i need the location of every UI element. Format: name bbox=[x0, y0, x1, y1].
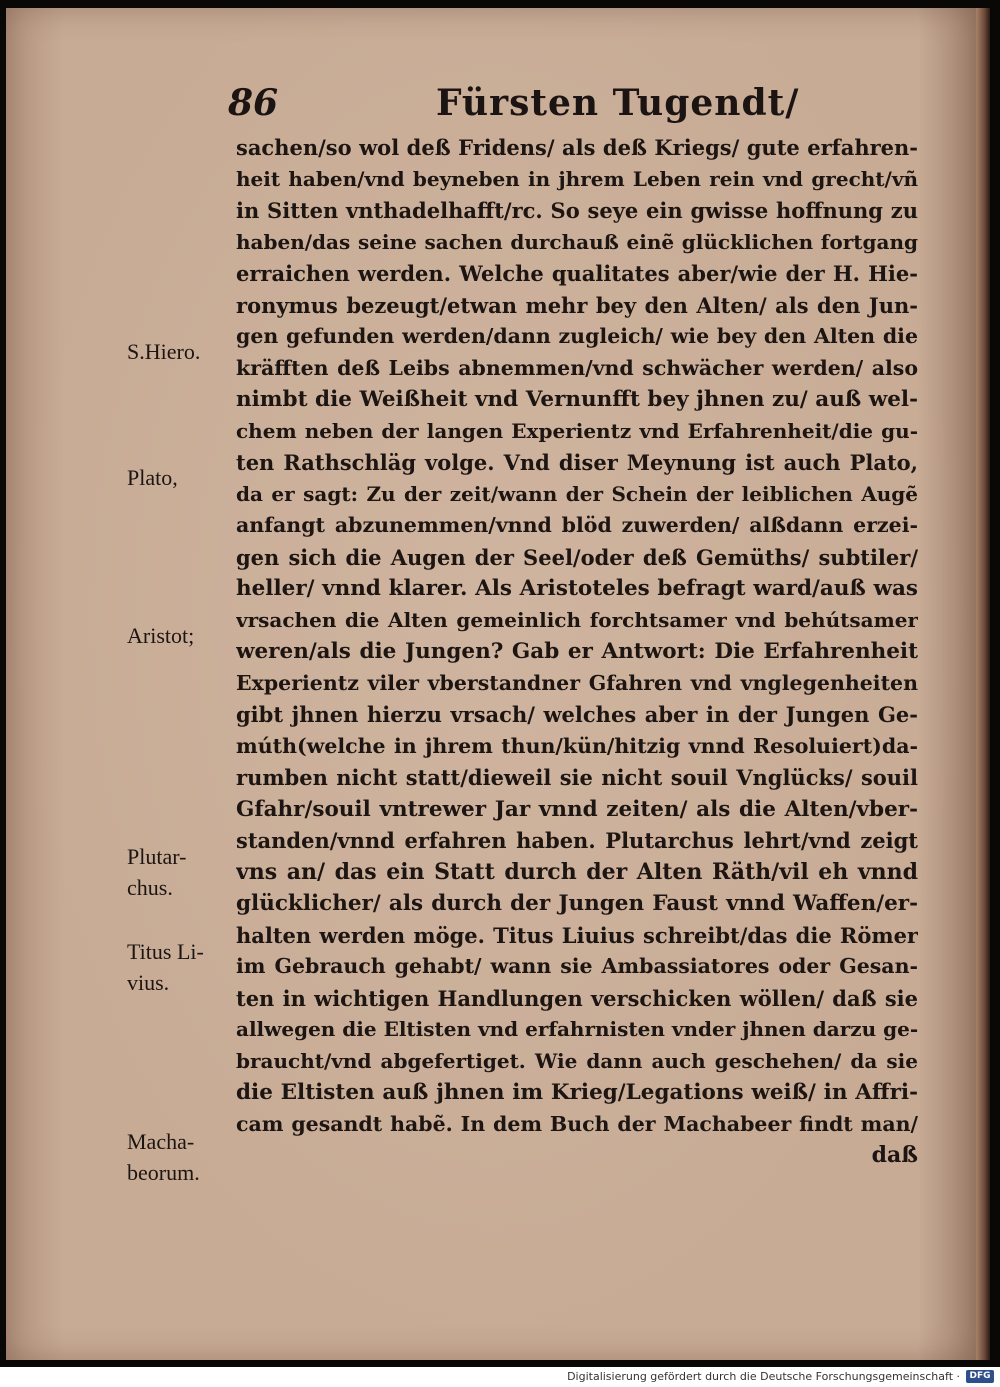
text-line: sachen/so wol deß Fridens/ als deß Kriegs/ gute erfahren- bbox=[236, 135, 918, 160]
dfg-logo[interactable]: DFG bbox=[966, 1370, 994, 1383]
text-line: braucht/vnd abgefertiget. Wie dann auch geschehen/ da sie bbox=[236, 1048, 918, 1073]
body-text bbox=[236, 132, 918, 1172]
margin-note: Plutar- chus. bbox=[127, 844, 187, 900]
text-line: in Sitten vnthadelhafft/rc. So seye ein gwisse hoffnung zu bbox=[236, 198, 918, 223]
text-line: allwegen die Eltisten vnd erfahrnisten vnder jhnen darzu ge- bbox=[236, 1017, 918, 1041]
text-line: gen sich die Augen der Seel/oder deß Gemüths/ subtiler/ bbox=[236, 544, 918, 570]
text-line: standen/vnnd erfahren haben. Plutarchus lehrt/vnd zeigt bbox=[236, 828, 918, 853]
page-number: 86 bbox=[228, 82, 279, 124]
text-line: daß bbox=[871, 1142, 918, 1168]
text-line: vns an/ das ein Statt durch der Alten Räth/vil eh vnnd bbox=[236, 858, 918, 885]
page-header bbox=[228, 82, 928, 130]
text-line: glücklicher/ als durch der Jungen Faust vnnd Waffen/er- bbox=[236, 891, 918, 916]
running-title: Fürsten Tugendt/ bbox=[436, 82, 800, 124]
footer-bar bbox=[0, 1367, 1000, 1387]
margin-note: Titus Li- vius. bbox=[127, 939, 204, 995]
text-line: nimbt die Weißheit vnd Vernunfft bey jhnen zu/ auß wel- bbox=[236, 387, 918, 412]
text-line: gen gefunden werden/dann zugleich/ wie bey den Alten die bbox=[236, 324, 918, 348]
margin-note: Macha- beorum. bbox=[127, 1129, 200, 1185]
text-line: gibt jhnen hierzu vrsach/ welches aber in der Jungen Ge- bbox=[236, 702, 918, 727]
page-edge bbox=[976, 8, 990, 1360]
text-line: anfangt abzunemmen/vnnd blöd zuwerden/ alßdann erzei- bbox=[236, 513, 918, 537]
margin-note: Aristot; bbox=[127, 623, 195, 648]
text-line: Experientz viler vberstandner Gfahren vnd vnglegenheiten bbox=[236, 670, 918, 695]
text-line: heller/ vnnd klarer. Als Aristoteles befragt ward/auß was bbox=[236, 576, 918, 601]
text-line: vrsachen die Alten gemeinlich forchtsamer vnd behútsamer bbox=[236, 607, 918, 632]
text-line: heit haben/vnd beyneben in jhrem Leben rein vnd grecht/vñ bbox=[236, 166, 918, 191]
text-line: halten werden möge. Titus Liuius schreibt/das die Römer bbox=[236, 922, 918, 948]
text-line: im Gebrauch gehabt/ wann sie Ambassiatores oder Gesan- bbox=[236, 954, 918, 978]
margin-note: S.Hiero. bbox=[127, 339, 201, 364]
text-line: Gfahr/souil vntrewer Jar vnnd zeiten/ als die Alten/vber- bbox=[236, 796, 918, 822]
text-line: ten Rathschläg volge. Vnd diser Meynung ist auch Plato, bbox=[236, 450, 918, 475]
text-line: weren/als die Jungen? Gab er Antwort: Die Erfahrenheit bbox=[236, 639, 918, 664]
footer-credit: Digitalisierung gefördert durch die Deutsche Forschungsgemeinschaft · bbox=[567, 1370, 960, 1383]
text-line: rumben nicht statt/dieweil sie nicht souil Vnglücks/ souil bbox=[236, 765, 918, 790]
text-line: da er sagt: Zu der zeit/wann der Schein der leiblichen Augẽ bbox=[236, 481, 918, 506]
text-line: die Eltisten auß jhnen im Krieg/Legations weiß/ in Affri- bbox=[236, 1080, 918, 1105]
text-line: chem neben der langen Experientz vnd Erfahrenheit/die gu- bbox=[236, 418, 918, 443]
text-line: cam gesandt habẽ. In dem Buch der Machabeer findt man/ bbox=[236, 1111, 918, 1136]
text-line: múth(welche in jhrem thun/kün/hitzig vnnd Resoluiert)da- bbox=[236, 733, 918, 758]
text-line: erraichen werden. Welche qualitates aber/wie der H. Hie- bbox=[236, 261, 918, 286]
text-line: ronymus bezeugt/etwan mehr bey den Alten/ als den Jun- bbox=[236, 292, 918, 318]
text-line: kräfften deß Leibs abnemmen/vnd schwächer werden/ also bbox=[236, 355, 918, 380]
margin-note: Plato, bbox=[127, 465, 178, 490]
text-line: ten in wichtigen Handlungen verschicken wöllen/ daß sie bbox=[236, 985, 918, 1011]
text-line: haben/das seine sachen durchauß einẽ glücklichen fortgang bbox=[236, 229, 918, 254]
